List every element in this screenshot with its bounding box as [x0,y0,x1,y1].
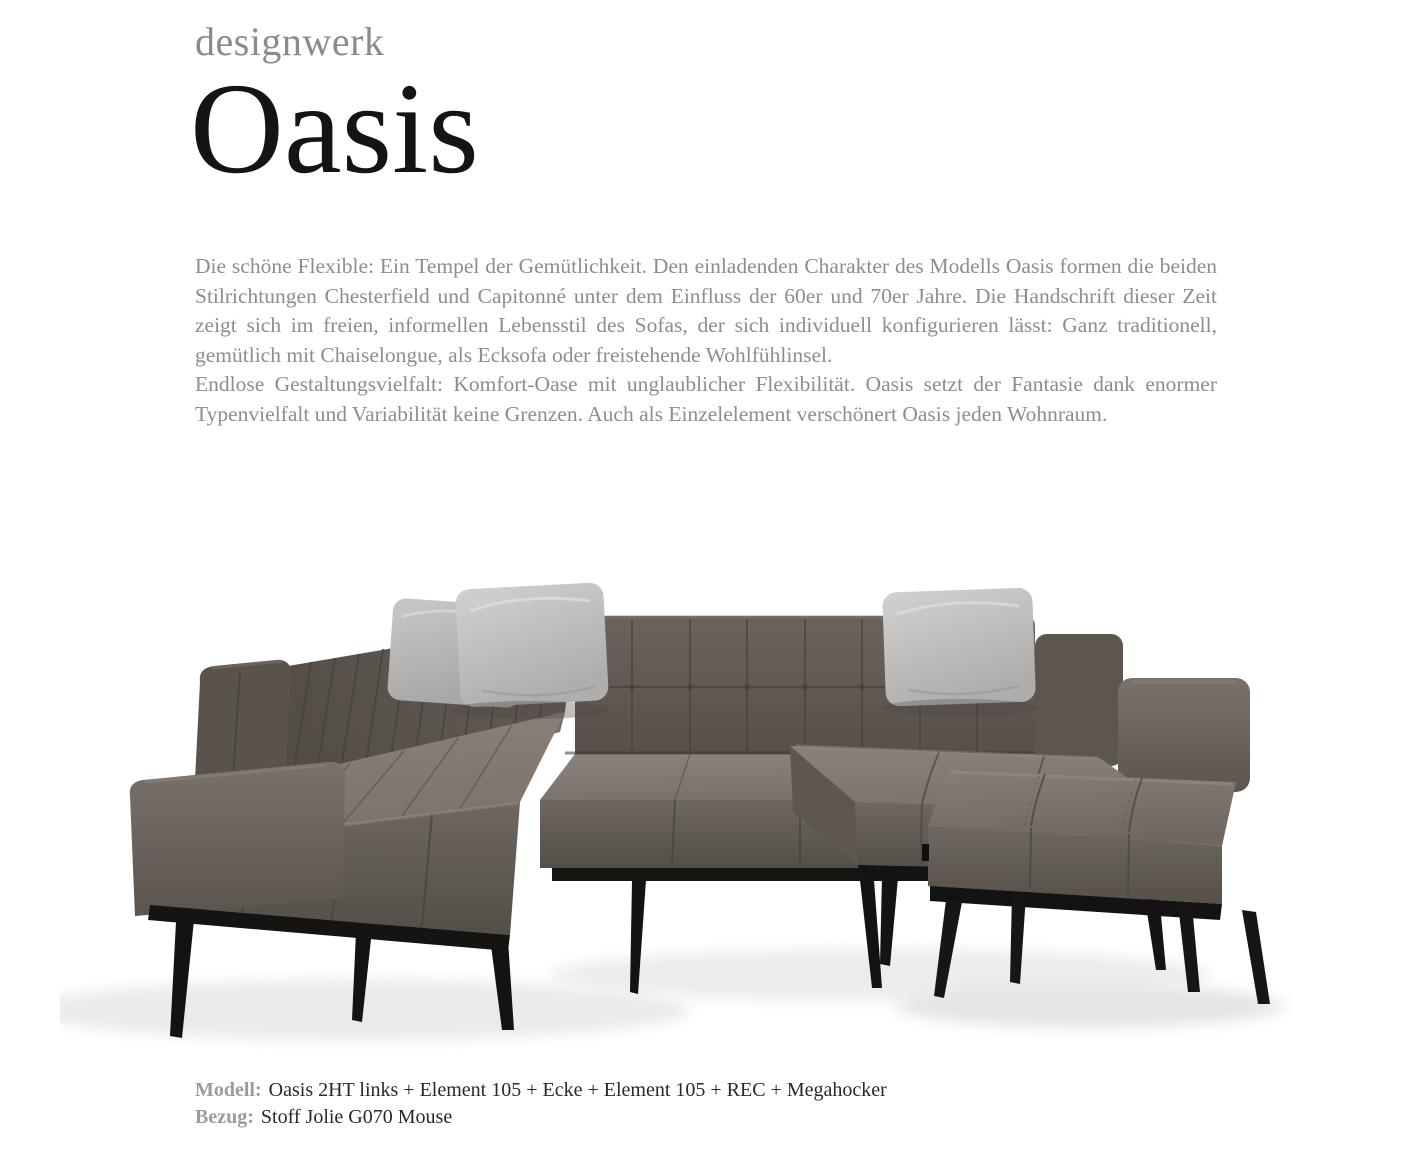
page-title: Oasis [190,57,479,201]
product-specs [195,1077,887,1131]
pillow-right [882,587,1036,706]
pillow-left-front [455,582,609,708]
spec-row-fabric [195,1104,887,1131]
spec-value-model: Oasis 2HT links + Element 105 + Ecke + Element 105 + REC + Megahocker [268,1079,887,1101]
brand-name: designwerk [195,19,385,64]
spec-label-model: Modell: [195,1079,262,1101]
description-paragraph-2: Endlose Gestaltungsvielfalt: Komfort-Oase mit unglaublicher Flexibilität. Oasis setzt der Fantasie dank enormer Typenvielfalt und Variabilität keine Grenzen. Auch als Einzelelement verschönert Oasis jeden Wohnraum. [195,372,1217,426]
spec-value-fabric: Stoff Jolie G070 Mouse [260,1106,453,1128]
spec-row-model [195,1077,887,1104]
description-paragraph-1: Die schöne Flexible: Ein Tempel der Gemütlichkeit. Den einladenden Charakter des Modells Oasis formen die beiden Stilrichtungen Chesterfield und Capitonné unter dem Einfluss der 60er und 70er Jahre. Die Handschrift dieser Zeit zeigt sich im freien, informellen Lebensstil des Sofas, der sich individuell konfigurieren lässt: Ganz traditionell, gemütlich mit Chaiselongue, als Ecksofa oder freistehende Wohlfühlinsel. [195,254,1217,367]
spec-label-fabric: Bezug: [195,1106,254,1128]
product-description [195,252,1217,429]
floor-shadow [60,949,1285,1040]
product-photo [60,560,1360,1070]
sofa-illustration [60,560,1360,1070]
